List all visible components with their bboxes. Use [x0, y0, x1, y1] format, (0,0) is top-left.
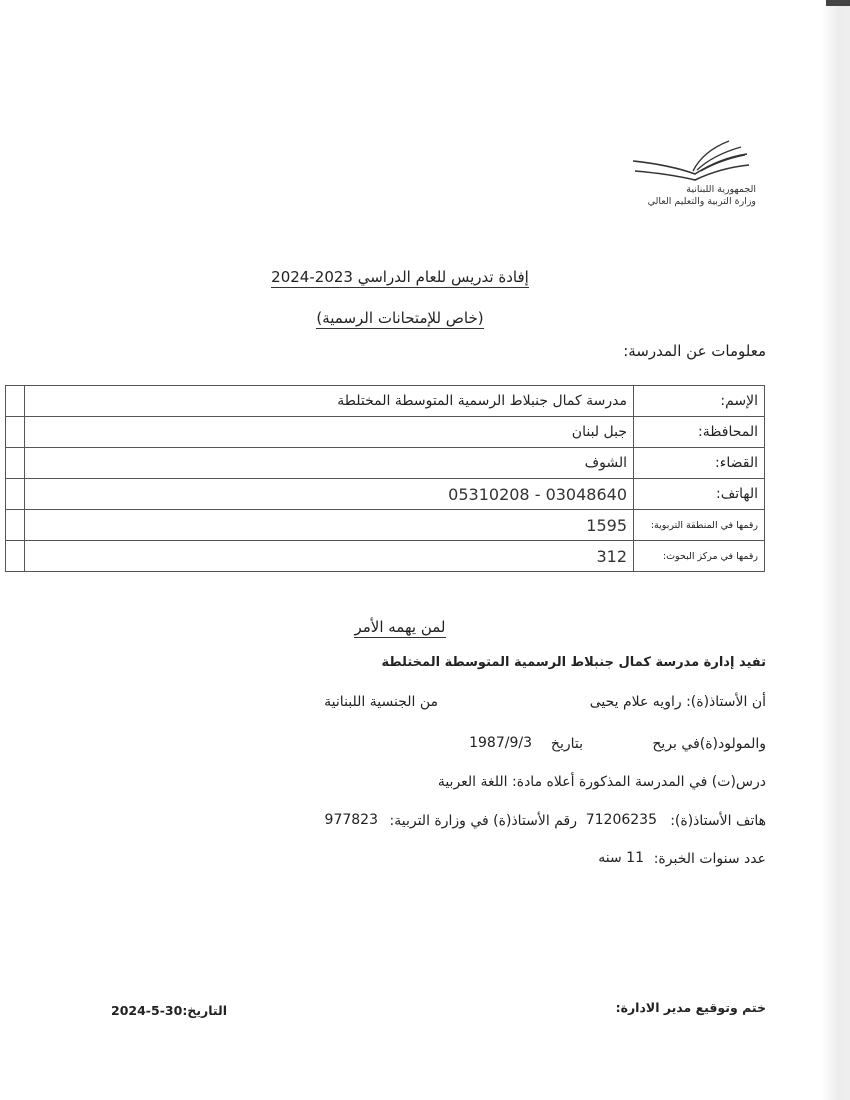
table-row — [6, 510, 765, 541]
school-district: الشوف — [25, 448, 634, 479]
experience-value: 11 سنه — [598, 850, 644, 866]
document-date: التاريخ:30-5-2024 — [111, 1003, 227, 1018]
ministry-number-label: رقم الأستاذ(ة) في وزارة التربية: — [389, 813, 577, 829]
teacher-phone-label: هاتف الأستاذ(ة): — [670, 813, 766, 829]
school-phone: 03048640 - 05310208 — [25, 479, 634, 510]
table-row — [6, 541, 765, 572]
book-logo-icon — [625, 138, 760, 186]
signature-label: ختم وتوقيع مدير الادارة: — [615, 1000, 766, 1015]
document-title: إفادة تدريس للعام الدراسي 2023-2024 — [271, 268, 529, 286]
school-governorate: جبل لبنان — [25, 417, 634, 448]
ministry-number-value: 977823 — [324, 812, 378, 828]
subject-line: درس(ت) في المدرسة المذكورة أعلاه مادة: اللغة العربية — [437, 774, 766, 790]
row-label-name: الإسم: — [634, 386, 765, 417]
logo-line-republic: الجمهورية اللبنانية — [686, 184, 756, 195]
birth-date-value: 1987/9/3 — [469, 735, 532, 751]
table-row — [6, 417, 765, 448]
school-name: مدرسة كمال جنبلاط الرسمية المتوسطة المختلطة — [25, 386, 634, 417]
body-intro-line: تفيد إدارة مدرسة كمال جنبلاط الرسمية المتوسطة المختلطة — [381, 655, 766, 670]
teacher-name-line: أن الأستاذ(ة): راويه علام يحيى — [589, 694, 766, 710]
logo-line-ministry: وزارة التربية والتعليم العالي — [647, 196, 756, 207]
table-row — [6, 448, 765, 479]
school-info-heading: معلومات عن المدرسة: — [623, 342, 766, 360]
row-label-governorate: المحافظة: — [634, 417, 765, 448]
scan-edge-mark — [826, 0, 850, 6]
school-region-number: 1595 — [25, 510, 634, 541]
row-label-phone: الهاتف: — [634, 479, 765, 510]
row-label-region-number: رقمها في المنطقة التربوية: — [634, 510, 765, 541]
to-whom-it-may-concern: لمن يهمه الأمر — [354, 618, 446, 636]
school-research-number: 312 — [25, 541, 634, 572]
row-label-research-number: رقمها في مركز البحوث: — [634, 541, 765, 572]
table-row — [6, 479, 765, 510]
birth-place-line: والمولود(ة)في بريح — [652, 736, 766, 752]
table-row — [6, 386, 765, 417]
document-subtitle: (خاص للإمتحانات الرسمية) — [316, 309, 484, 327]
row-label-district: القضاء: — [634, 448, 765, 479]
experience-label: عدد سنوات الخبرة: — [653, 851, 766, 867]
school-info-table — [5, 385, 765, 572]
birth-date-label: بتاريخ — [550, 736, 583, 752]
teacher-phone-value: 71206235 — [585, 812, 657, 828]
ministry-logo — [625, 138, 760, 213]
nationality-text: من الجنسية اللبنانية — [324, 694, 438, 710]
page-edge-shadow — [822, 0, 850, 1100]
